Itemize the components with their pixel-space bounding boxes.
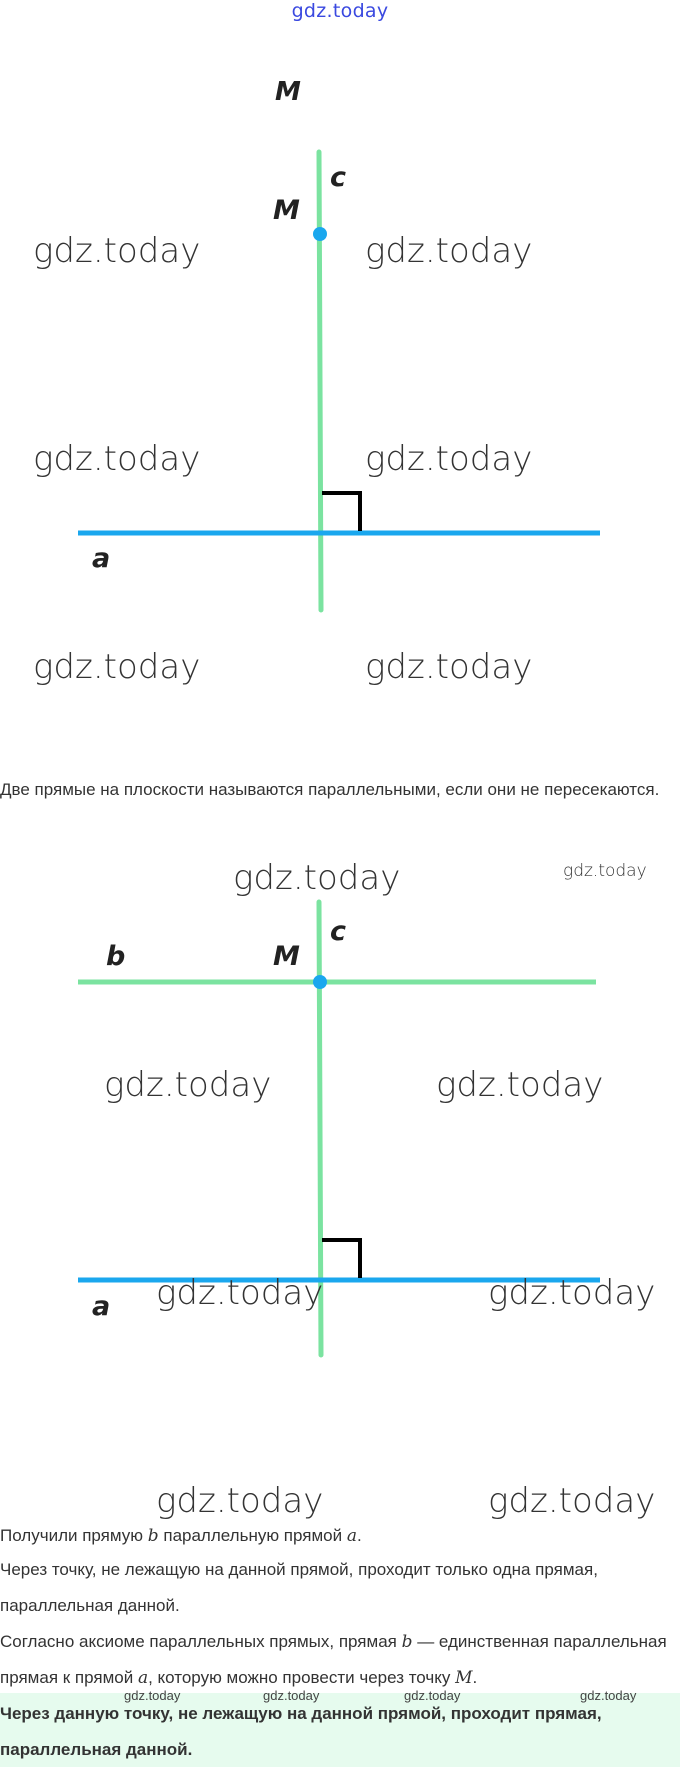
fig1-watermark: gdz.today bbox=[33, 231, 201, 271]
fig2-watermark: gdz.today bbox=[156, 1273, 324, 1313]
conclusion-watermark: gdz.today bbox=[580, 1688, 637, 1703]
axiom-part4: . bbox=[472, 1668, 478, 1687]
definition-parallel-lines: Две прямые на плоскости называются параллельными, если они не пересекаются. bbox=[0, 780, 660, 799]
var-b: b bbox=[147, 1526, 159, 1546]
var-b: b bbox=[401, 1632, 413, 1652]
fig2-label-m: M bbox=[273, 941, 300, 972]
fig1-watermark: gdz.today bbox=[33, 647, 201, 687]
fig2-watermark: gdz.today bbox=[104, 1065, 272, 1105]
fig2-watermark: gdz.today bbox=[488, 1273, 656, 1313]
fig1-watermark: gdz.today bbox=[365, 439, 533, 479]
conclusion-watermark: gdz.today bbox=[124, 1688, 181, 1703]
fig2-watermark: gdz.today bbox=[233, 858, 401, 898]
fig2-point-m bbox=[313, 975, 327, 989]
result-prefix: Получили прямую bbox=[0, 1526, 148, 1545]
var-m: M bbox=[455, 1668, 473, 1688]
figure-perpendicular bbox=[0, 70, 680, 690]
fig1-label-c: c bbox=[330, 162, 347, 193]
fig1-label-m: M bbox=[273, 195, 300, 226]
fig1-watermark: gdz.today bbox=[33, 439, 201, 479]
fig1-watermark: gdz.today bbox=[365, 231, 533, 271]
fig2-right-angle-mark bbox=[322, 1240, 360, 1278]
conclusion-highlight-box bbox=[0, 1693, 680, 1767]
fig2-label-a: a bbox=[92, 1291, 111, 1322]
result-sentence bbox=[0, 1518, 670, 1554]
fig1-right-angle-mark bbox=[322, 493, 360, 531]
fig2-watermark: gdz.today bbox=[436, 1065, 604, 1105]
var-a: a bbox=[137, 1668, 149, 1688]
conclusion-watermark: gdz.today bbox=[263, 1688, 320, 1703]
axiom-explanation bbox=[0, 1624, 670, 1696]
fig1-cropped-label: M bbox=[275, 77, 301, 107]
fig2-watermark: gdz.today bbox=[156, 1481, 324, 1521]
result-suffix: . bbox=[356, 1526, 362, 1545]
watermark-top: gdz.today bbox=[291, 0, 389, 22]
fig2-watermark: gdz.today bbox=[488, 1481, 656, 1521]
fig1-label-a: a bbox=[92, 543, 111, 574]
axiom-part1: Согласно аксиоме параллельных прямых, прямая bbox=[0, 1632, 402, 1651]
fig2-watermark: gdz.today bbox=[563, 861, 647, 881]
fig1-point-m bbox=[313, 227, 327, 241]
axiom-part2: — единственная параллельная прямая к прямой bbox=[0, 1632, 667, 1687]
fig2-label-b: b bbox=[106, 941, 126, 972]
figure-parallel bbox=[0, 850, 680, 1525]
fig2-label-c: c bbox=[330, 916, 347, 947]
fig1-line-c bbox=[319, 152, 321, 610]
var-a: a bbox=[346, 1526, 357, 1546]
figure-parallel-svg bbox=[0, 850, 680, 1525]
conclusion-text: Через данную точку, не лежащую на данной прямой, проходит прямая, параллельная данной. bbox=[0, 1704, 602, 1759]
figure-perpendicular-svg bbox=[0, 70, 680, 690]
axiom-part3: , которую можно провести через точку bbox=[148, 1668, 456, 1687]
result-middle: параллельную прямой bbox=[158, 1526, 347, 1545]
theorem-statement: Через точку, не лежащую на данной прямой, проходит только одна прямая, параллельная данной. bbox=[0, 1560, 598, 1615]
fig1-watermark: gdz.today bbox=[365, 647, 533, 687]
conclusion-watermark: gdz.today bbox=[404, 1688, 461, 1703]
